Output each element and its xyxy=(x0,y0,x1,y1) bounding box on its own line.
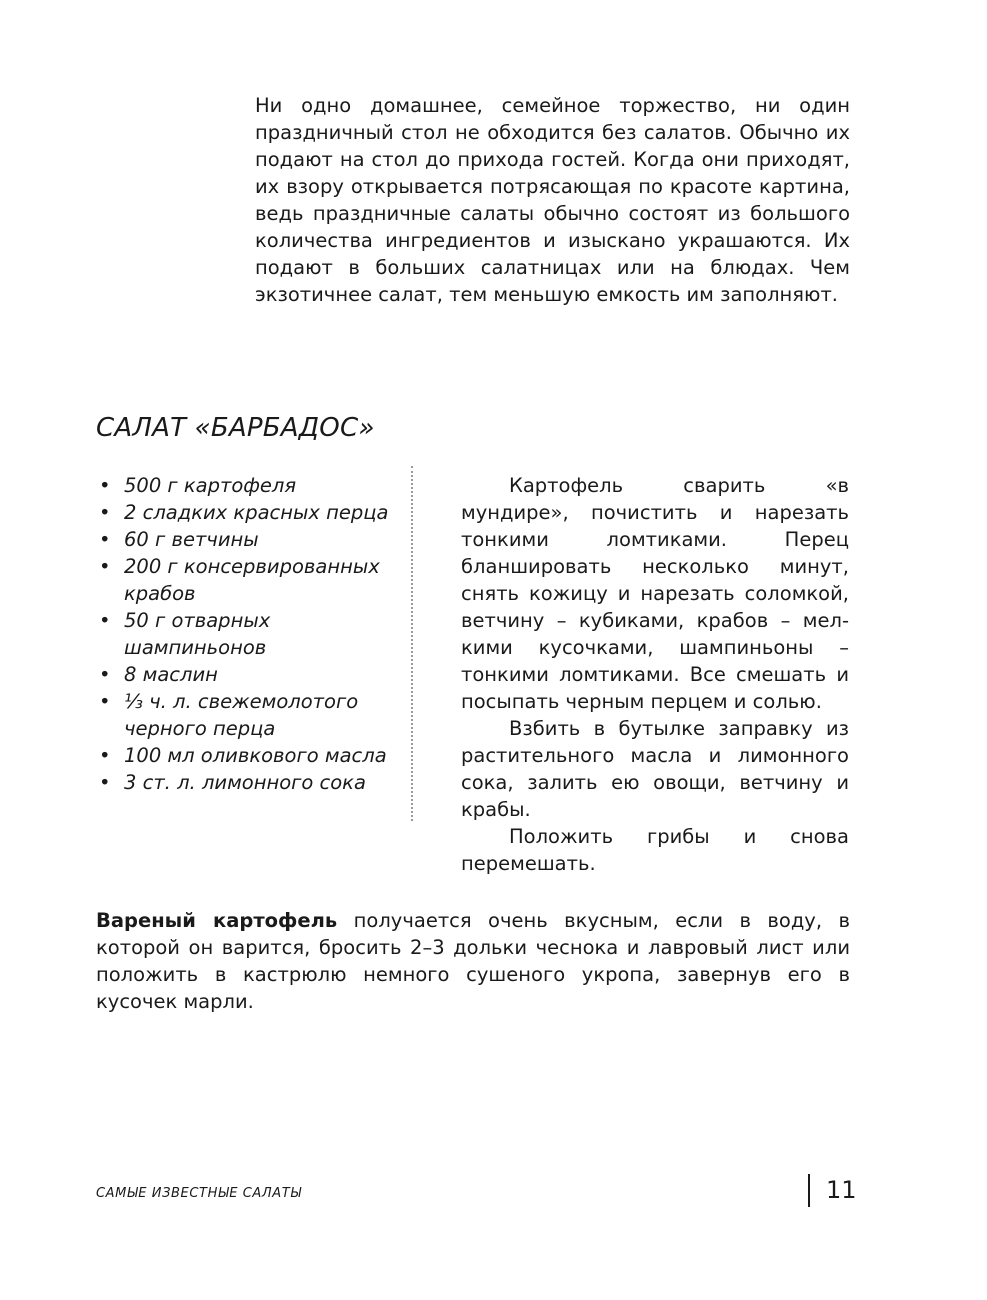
ingredient-item: • 3 ст. л. лимонного сока xyxy=(96,769,396,796)
ingredient-item: • 200 г консервированных крабов xyxy=(96,553,396,607)
page-number: 11 xyxy=(826,1176,857,1204)
step-paragraph: Положить грибы и снова перемешать. xyxy=(461,825,849,875)
recipe-steps xyxy=(461,472,849,877)
ingredient-item: • ⅓ ч. л. свежемолотого черного перца xyxy=(96,688,396,742)
column-divider xyxy=(411,466,413,821)
step-paragraph: Взбить в бутылке заправку из растительного масла и лимонного сока, залить ею овощи, ветчину и крабы. xyxy=(461,717,849,821)
ingredient-item: • 500 г картофеля xyxy=(96,472,396,499)
ingredient-item: • 8 маслин xyxy=(96,661,396,688)
ingredient-item: • 2 сладких красных перца xyxy=(96,499,396,526)
page-number-bar xyxy=(808,1174,810,1207)
running-footer-title: САМЫЕ ИЗВЕСТНЫЕ САЛАТЫ xyxy=(96,1186,302,1201)
tip-text: получается очень вкусным, если в воду, в которой он варится, бросить 2–3 дольки чеснока и лавровый лист или положить в кастрюлю немного сушеного укропа, завернув его в кусочек марли. xyxy=(96,909,850,1013)
step-paragraph: Картофель сварить «в мундире», почистить и нарезать тонкими ломтиками. Перец бланшировать несколько минут, снять кожицу и нарезать соломкой, ветчину – кубиками, крабов – мелкими кусочками, шампиньоны – тонкими ломтиками. Все смешать и посыпать черным перцем и солью. xyxy=(461,474,849,713)
ingredients-list xyxy=(96,472,396,796)
intro-paragraph: Ни одно домашнее, семейное торжество, ни один праздничный стол не обходится без салатов. Обычно их подают на стол до прихода гостей. Когда они приходят, их взору открывается потрясающая по красоте картина, ведь праздничные салаты обычно состоят из большого количества ингредиентов и изыскано украшаются. Их подают в больших салатницах или на блюдах. Чем экзотичнее салат, тем меньшую емкость им заполняют. xyxy=(255,94,850,306)
recipe-title: САЛАТ «БАРБАДОС» xyxy=(96,413,375,443)
ingredient-item: • 100 мл оливкового масла xyxy=(96,742,396,769)
intro-text-block xyxy=(255,92,850,308)
ingredient-item: • 60 г ветчины xyxy=(96,526,396,553)
cooking-tip xyxy=(96,907,850,1015)
tip-highlight: Вареный картофель xyxy=(96,909,338,932)
ingredient-item: • 50 г отварных шампиньонов xyxy=(96,607,396,661)
